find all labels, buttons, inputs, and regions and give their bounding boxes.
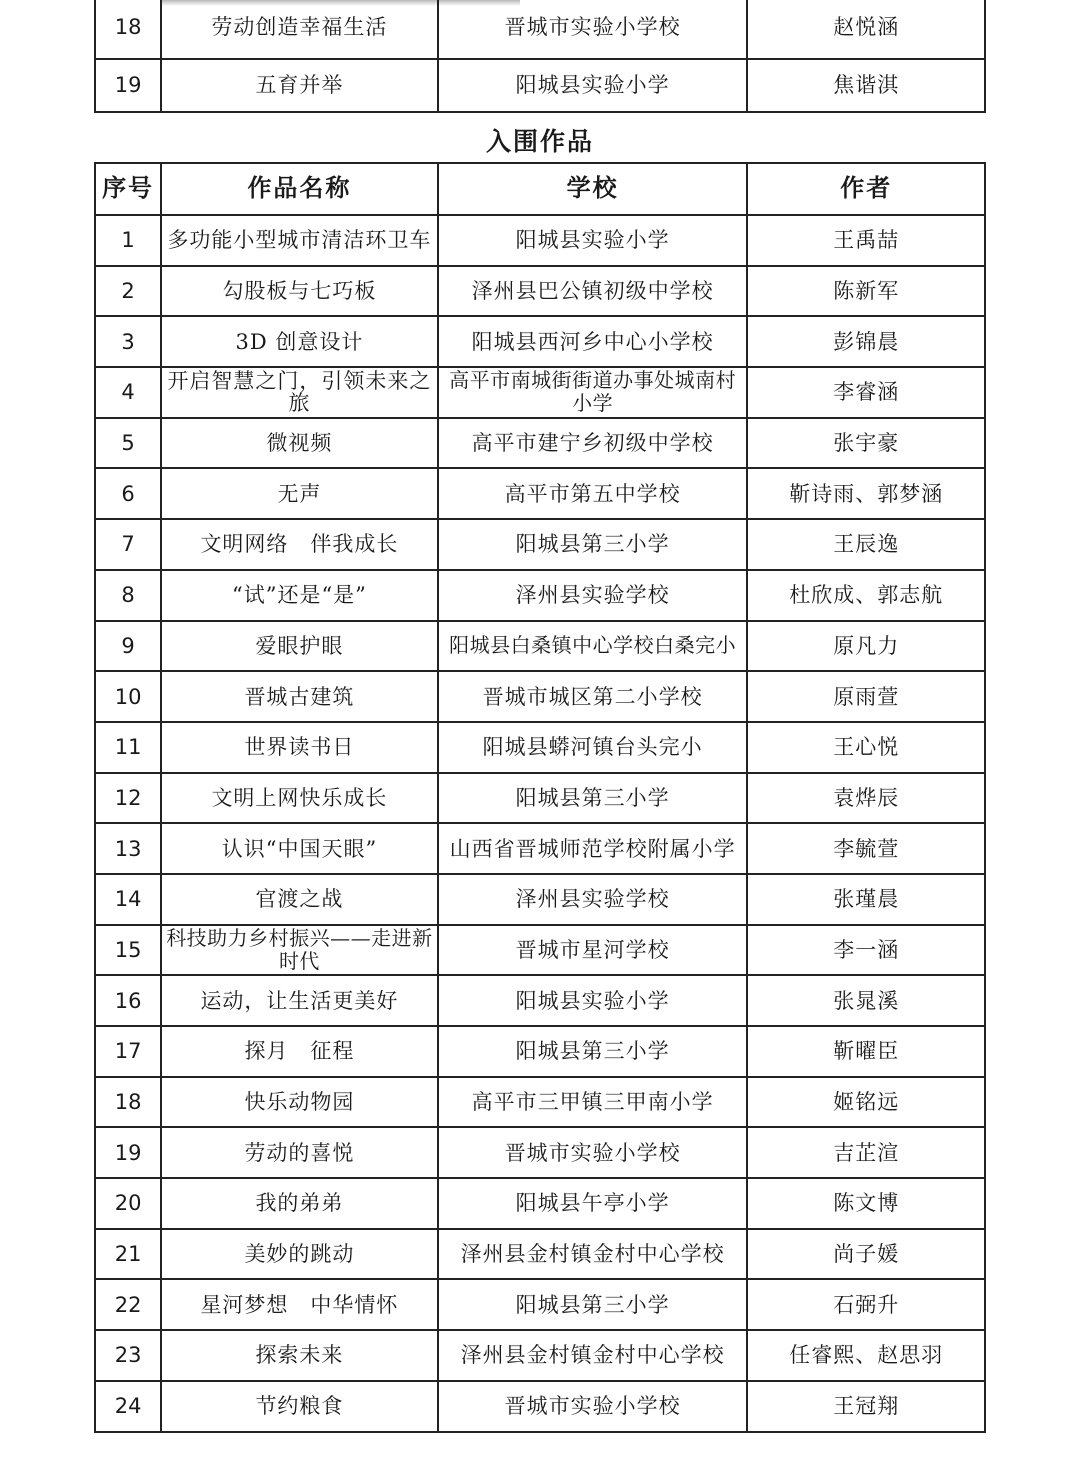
- cell-work-title: 开启智慧之门，引领未来之旅: [161, 367, 438, 418]
- cell-school: 高平市三甲镇三甲南小学: [438, 1077, 748, 1128]
- cell-work-title: 文明网络 伴我成长: [161, 519, 438, 570]
- cell-number: 1: [95, 215, 161, 266]
- cell-work-title: 探月 征程: [161, 1026, 438, 1077]
- cell-work-title: 我的弟弟: [161, 1178, 438, 1229]
- table-row: [95, 468, 985, 519]
- table-row: [95, 722, 985, 773]
- section-title: 入围作品: [485, 127, 594, 156]
- cell-school: 阳城县白桑镇中心学校白桑完小: [438, 621, 748, 672]
- cell-school: 泽州县实验学校: [438, 570, 748, 621]
- cell-number: 13: [95, 823, 161, 874]
- table-row: [95, 823, 985, 874]
- table-row: [95, 1229, 985, 1280]
- table-header-row: [95, 163, 985, 215]
- cell-number: 24: [95, 1381, 161, 1432]
- cell-work-title: 劳动的喜悦: [161, 1127, 438, 1178]
- cell-work-title: 星河梦想 中华情怀: [161, 1279, 438, 1330]
- cell-work-title: 3D 创意设计: [161, 316, 438, 367]
- cell-school: 阳城县第三小学: [438, 773, 748, 824]
- cell-school: 泽州县金村镇金村中心学校: [438, 1330, 748, 1381]
- cell-number: 23: [95, 1330, 161, 1381]
- cell-author: 李毓萱: [747, 823, 985, 874]
- cell-number: 19: [95, 1127, 161, 1178]
- cell-school: 山西省晋城师范学校附属小学: [438, 823, 748, 874]
- table-row: [95, 925, 985, 976]
- cell-school: 晋城市实验小学校: [438, 0, 748, 59]
- table-row: [95, 874, 985, 925]
- cell-author: 陈新军: [747, 266, 985, 317]
- cell-school: 泽州县实验学校: [438, 874, 748, 925]
- cell-work-title: 勾股板与七巧板: [161, 266, 438, 317]
- cell-author: 原凡力: [747, 621, 985, 672]
- cell-author: 王辰逸: [747, 519, 985, 570]
- cell-number: 4: [95, 367, 161, 418]
- cell-work-title: 劳动创造幸福生活: [161, 0, 438, 59]
- cell-number: 10: [95, 671, 161, 722]
- cell-school: 阳城县午亭小学: [438, 1178, 748, 1229]
- cell-number: 21: [95, 1229, 161, 1280]
- cell-work-title: 爱眼护眼: [161, 621, 438, 672]
- table-row: [95, 215, 985, 266]
- cell-work-title: 探索未来: [161, 1330, 438, 1381]
- finalist-works-table: [94, 162, 986, 1433]
- table-row: [95, 519, 985, 570]
- cell-author: 尚子媛: [747, 1229, 985, 1280]
- table-row: [95, 671, 985, 722]
- table-row: [95, 266, 985, 317]
- cell-work-title: 五育并举: [161, 59, 438, 112]
- cell-school: 泽州县巴公镇初级中学校: [438, 266, 748, 317]
- cell-author: 赵悦涵: [747, 0, 985, 59]
- cell-school: 高平市第五中学校: [438, 468, 748, 519]
- cell-work-title: 多功能小型城市清洁环卫车: [161, 215, 438, 266]
- previous-award-table-body: [95, 0, 985, 112]
- cell-school: 阳城县第三小学: [438, 519, 748, 570]
- cell-author: 吉芷渲: [747, 1127, 985, 1178]
- cell-number: 12: [95, 773, 161, 824]
- cell-number: 16: [95, 975, 161, 1026]
- table-row: [95, 975, 985, 1026]
- cell-school: 阳城县蟒河镇台头完小: [438, 722, 748, 773]
- cell-number: 7: [95, 519, 161, 570]
- table-row: [95, 1279, 985, 1330]
- cell-author: 李睿涵: [747, 367, 985, 418]
- cell-work-title: 运动，让生活更美好: [161, 975, 438, 1026]
- cell-author: 张宇豪: [747, 418, 985, 469]
- table-row: [95, 1330, 985, 1381]
- cell-author: 王心悦: [747, 722, 985, 773]
- cell-author: 李一涵: [747, 925, 985, 976]
- cell-number: 8: [95, 570, 161, 621]
- table-row: [95, 418, 985, 469]
- table-row: [95, 316, 985, 367]
- cell-work-title: 微视频: [161, 418, 438, 469]
- cell-work-title: 晋城古建筑: [161, 671, 438, 722]
- cell-school: 阳城县实验小学: [438, 215, 748, 266]
- cell-author: 陈文博: [747, 1178, 985, 1229]
- table-row: [95, 570, 985, 621]
- cell-number: 19: [95, 59, 161, 112]
- cell-work-title: 节约粮食: [161, 1381, 438, 1432]
- cell-work-title: 文明上网快乐成长: [161, 773, 438, 824]
- cell-work-title: 世界读书日: [161, 722, 438, 773]
- cell-school: 晋城市实验小学校: [438, 1127, 748, 1178]
- header-work-title: 作品名称: [161, 163, 438, 215]
- table-row: [95, 1127, 985, 1178]
- cell-author: 王禹喆: [747, 215, 985, 266]
- cell-school: 阳城县实验小学: [438, 975, 748, 1026]
- cell-work-title: 快乐动物园: [161, 1077, 438, 1128]
- cell-author: 石弼升: [747, 1279, 985, 1330]
- cell-school: 高平市南城街街道办事处城南村小学: [438, 367, 748, 418]
- header-number: 序号: [95, 163, 161, 215]
- table-row: [95, 59, 985, 112]
- table-row: [95, 0, 985, 59]
- cell-school: 高平市建宁乡初级中学校: [438, 418, 748, 469]
- cell-author: 靳曜臣: [747, 1026, 985, 1077]
- cell-school: 泽州县金村镇金村中心学校: [438, 1229, 748, 1280]
- cell-author: 杜欣成、郭志航: [747, 570, 985, 621]
- cell-school: 阳城县第三小学: [438, 1279, 748, 1330]
- cell-number: 3: [95, 316, 161, 367]
- header-school: 学校: [438, 163, 748, 215]
- cell-number: 11: [95, 722, 161, 773]
- cell-work-title: 美妙的跳动: [161, 1229, 438, 1280]
- cell-author: 姬铭远: [747, 1077, 985, 1128]
- table-row: [95, 1026, 985, 1077]
- table-row: [95, 367, 985, 418]
- cell-author: 张瑾晨: [747, 874, 985, 925]
- cell-number: 2: [95, 266, 161, 317]
- table-row: [95, 1178, 985, 1229]
- cell-work-title: 无声: [161, 468, 438, 519]
- cell-work-title: 认识“中国天眼”: [161, 823, 438, 874]
- cell-school: 晋城市城区第二小学校: [438, 671, 748, 722]
- table-row: [95, 621, 985, 672]
- cell-author: 原雨萱: [747, 671, 985, 722]
- cell-school: 阳城县西河乡中心小学校: [438, 316, 748, 367]
- cell-number: 5: [95, 418, 161, 469]
- table-row: [95, 1381, 985, 1432]
- header-author: 作者: [747, 163, 985, 215]
- finalist-works-table-body: [95, 215, 985, 1432]
- cell-number: 15: [95, 925, 161, 976]
- table-row: [95, 773, 985, 824]
- cell-number: 20: [95, 1178, 161, 1229]
- cell-author: 王冠翔: [747, 1381, 985, 1432]
- cell-number: 14: [95, 874, 161, 925]
- cell-work-title: 科技助力乡村振兴——走进新时代: [161, 925, 438, 976]
- cell-number: 18: [95, 0, 161, 59]
- table-row: [95, 1077, 985, 1128]
- cell-school: 晋城市实验小学校: [438, 1381, 748, 1432]
- cell-school: 阳城县实验小学: [438, 59, 748, 112]
- cell-author: 靳诗雨、郭梦涵: [747, 468, 985, 519]
- cell-author: 焦谐淇: [747, 59, 985, 112]
- cell-author: 张晁溪: [747, 975, 985, 1026]
- cell-author: 彭锦晨: [747, 316, 985, 367]
- cell-number: 18: [95, 1077, 161, 1128]
- cell-number: 22: [95, 1279, 161, 1330]
- cell-author: 任睿熙、赵思羽: [747, 1330, 985, 1381]
- cell-school: 晋城市星河学校: [438, 925, 748, 976]
- cell-work-title: “试”还是“是”: [161, 570, 438, 621]
- cell-author: 袁烨辰: [747, 773, 985, 824]
- cell-number: 17: [95, 1026, 161, 1077]
- previous-award-table: [94, 0, 986, 113]
- cell-number: 9: [95, 621, 161, 672]
- cell-work-title: 官渡之战: [161, 874, 438, 925]
- cell-number: 6: [95, 468, 161, 519]
- cell-school: 阳城县第三小学: [438, 1026, 748, 1077]
